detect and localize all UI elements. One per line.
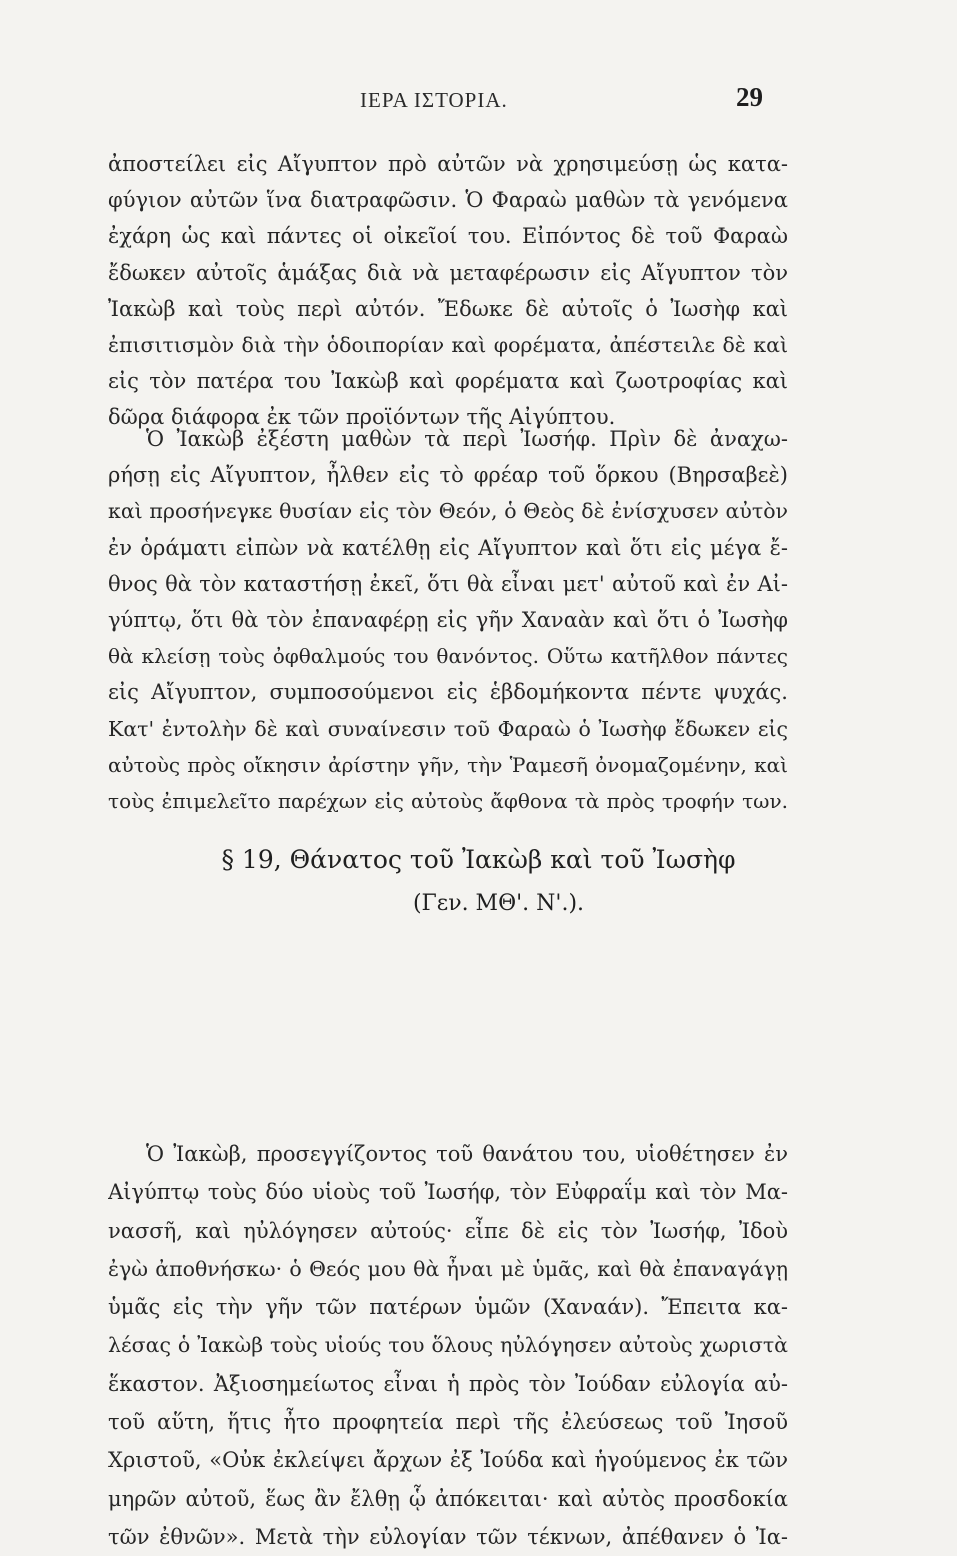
running-title: ΙΕΡΑ ΙΣΤΟΡΙΑ.	[360, 88, 508, 112]
text-line: θνος θὰ τὸν καταστήσῃ ἐκεῖ, ὅτι θὰ εἶναι μετ' αὐτοῦ καὶ ἐν Αἰ-	[108, 571, 788, 596]
text-line: ἐγὼ ἀποθνήσκω· ὁ Θεός μου θὰ ἦναι μὲ ὑμᾶς, καὶ θὰ ἐπαναγάγῃ	[108, 1256, 788, 1281]
text-line: ἐχάρη ὡς καὶ πάντες οἱ οἰκεῖοί του. Εἰπόντος δὲ τοῦ Φαραὼ	[108, 224, 788, 249]
paragraph-2	[108, 421, 788, 819]
text-line: Ὁ Ἰακὼβ, προσεγγίζοντος τοῦ θανάτου του, υἱοθέτησεν ἐν	[146, 1142, 788, 1166]
text-line: φύγιον αὐτῶν ἵνα διατραφῶσιν. Ὁ Φαραὼ μαθὼν τὰ γενόμενα	[108, 188, 788, 213]
text-line: ἔδωκεν αὐτοῖς ἁμάξας διὰ νὰ μεταφέρωσιν εἰς Αἴγυπτον τὸν	[108, 260, 788, 285]
text-line: αὐτοὺς πρὸς οἴκησιν ἀρίστην γῆν, τὴν Ῥαμεσῆ ὀνομαζομένην, καὶ	[108, 752, 788, 777]
text-line: λέσας ὁ Ἰακὼβ τοὺς υἱούς του ὅλους ηὐλόγησεν αὐτοὺς χωριστὰ	[108, 1333, 788, 1358]
text-line: ἐπισιτισμὸν διὰ τὴν ὁδοιπορίαν καὶ φορέματα, ἀπέστειλε δὲ καὶ	[108, 332, 788, 357]
section-reference: (Γεν. ΜΘ'. Ν'.).	[412, 891, 585, 916]
text-line: Κατ' ἐντολὴν δὲ καὶ συναίνεσιν τοῦ Φαραὼ ὁ Ἰωσὴφ ἔδωκεν εἰς	[108, 716, 788, 741]
text-line: θὰ κλείσῃ τοὺς ὀφθαλμούς του θανόντος. Οὕτω κατῆλθον πάντες	[108, 644, 788, 669]
text-line: τοὺς ἐπιμελεῖτο παρέχων εἰς αὐτοὺς ἄφθονα τὰ πρὸς τροφήν των.	[108, 788, 788, 813]
text-line: Χριστοῦ, «Οὐκ ἐκλείψει ἄρχων ἐξ Ἰούδα καὶ ἡγούμενος ἐκ τῶν	[108, 1448, 788, 1473]
section-title: § 19, Θάνατος τοῦ Ἰακὼβ καὶ τοῦ Ἰωσὴφ	[221, 845, 736, 874]
text-line: ἕκαστον. Ἀξιοσημείωτος εἶναι ἡ πρὸς τὸν Ἰούδαν εὐλογία αὐ-	[108, 1371, 788, 1396]
text-line: τῶν ἐθνῶν». Μετὰ τὴν εὐλογίαν τῶν τέκνων, ἀπέθανεν ὁ Ἰα-	[108, 1524, 788, 1549]
text-line: μηρῶν αὐτοῦ, ἕως ἂν ἔλθῃ ᾧ ἀπόκειται· καὶ αὐτὸς προσδοκία	[108, 1486, 788, 1511]
text-line: δῶρα διάφορα ἐκ τῶν προϊόντων τῆς Αἰγύπτου.	[108, 405, 616, 430]
text-line: Ὁ Ἰακὼβ ἐξέστη μαθὼν τὰ περὶ Ἰωσήφ. Πρὶν δὲ ἀναχω-	[146, 427, 788, 451]
text-line: ὑμᾶς εἰς τὴν γῆν τῶν πατέρων ὑμῶν (Χαναάν). Ἔπειτα κα-	[108, 1295, 788, 1320]
section-heading	[0, 838, 957, 926]
text-line: εἰς τὸν πατέρα του Ἰακὼβ καὶ φορέματα καὶ ζωοτροφίας καὶ	[108, 369, 788, 394]
text-line: Ἰακὼβ καὶ τοὺς περὶ αὐτόν. Ἔδωκε δὲ αὐτοῖς ὁ Ἰωσὴφ καὶ	[108, 296, 788, 321]
page-number: 29	[736, 82, 763, 112]
paragraph-3	[108, 1135, 788, 1556]
text-line: ρήσῃ εἰς Αἴγυπτον, ἦλθεν εἰς τὸ φρέαρ τοῦ ὅρκου (Βηρσαβεὲ)	[108, 463, 788, 488]
text-line: καὶ προσήνεγκε θυσίαν εἰς τὸν Θεόν, ὁ Θεὸς δὲ ἐνίσχυσεν αὐτὸν	[108, 499, 788, 524]
text-line: νασσῆ, καὶ ηὐλόγησεν αὐτούς· εἶπε δὲ εἰς τὸν Ἰωσήφ, Ἰδοὺ	[108, 1218, 788, 1243]
text-line: ἀποστείλει εἰς Αἴγυπτον πρὸ αὐτῶν νὰ χρησιμεύσῃ ὡς κατα-	[108, 152, 788, 176]
text-line: γύπτῳ, ὅτι θὰ τὸν ἐπαναφέρῃ εἰς γῆν Χαναὰν καὶ ὅτι ὁ Ἰωσὴφ	[108, 607, 788, 632]
text-line: τοῦ αὕτη, ἥτις ἦτο προφητεία περὶ τῆς ἐλεύσεως τοῦ Ἰησοῦ	[108, 1410, 788, 1435]
paragraph-1	[108, 146, 788, 436]
text-line: Αἰγύπτῳ τοὺς δύο υἱοὺς τοῦ Ἰωσήφ, τὸν Εὐφραΐμ καὶ τὸν Μα-	[108, 1180, 788, 1205]
text-line: ἐν ὁράματι εἰπὼν νὰ κατέλθῃ εἰς Αἴγυπτον καὶ ὅτι εἰς μέγα ἔ-	[108, 535, 788, 560]
text-line: εἰς Αἴγυπτον, συμποσούμενοι εἰς ἑβδομήκοντα πέντε ψυχάς.	[108, 680, 788, 705]
running-head	[0, 82, 957, 118]
